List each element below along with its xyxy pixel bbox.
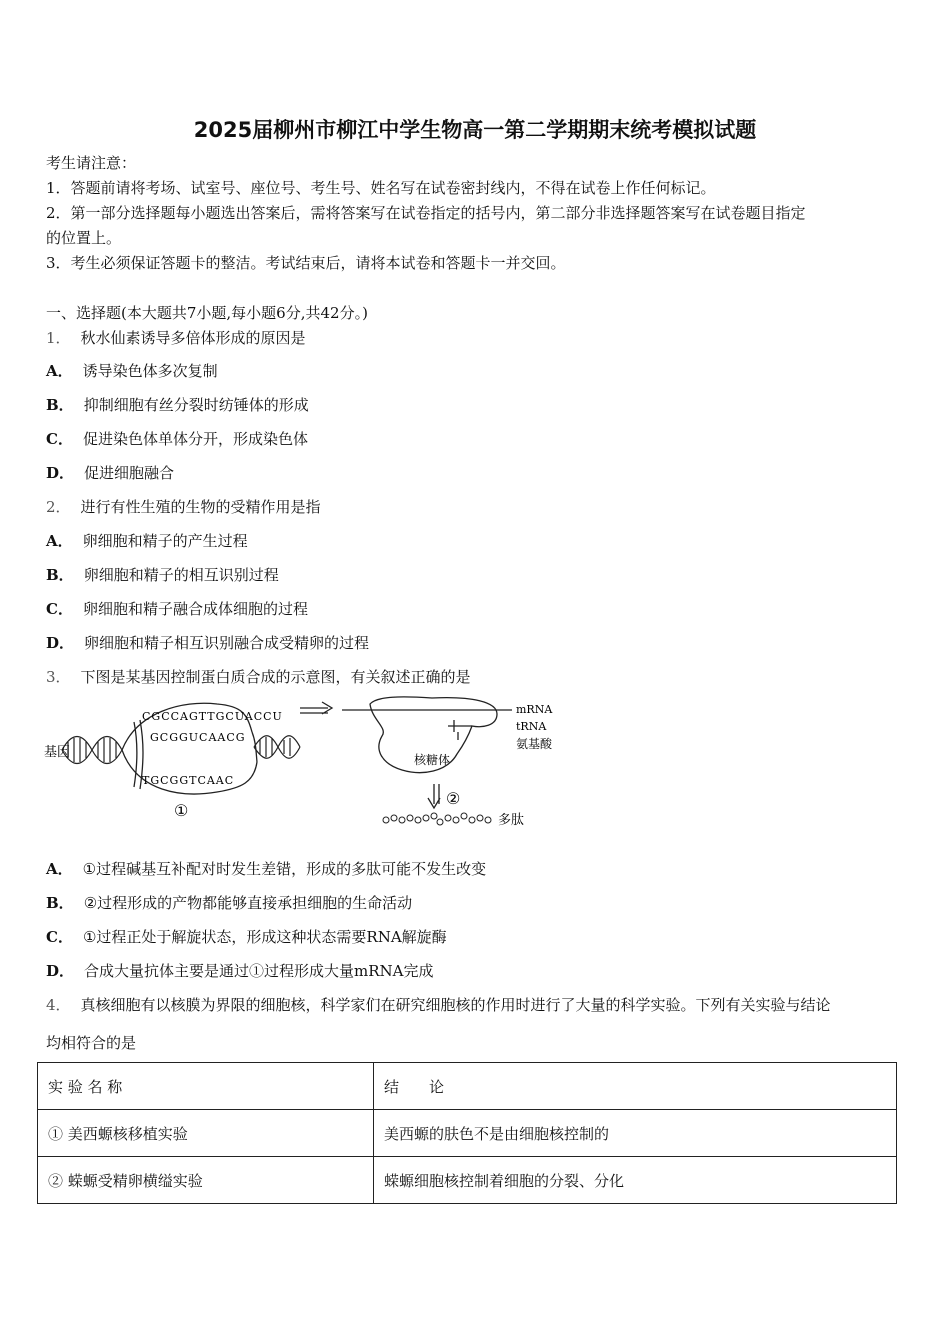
ribosome-label: 核糖体 — [414, 753, 451, 767]
option — [46, 564, 279, 585]
option-text: 卵细胞和精子融合成体细胞的过程 — [82, 600, 308, 618]
experiment-table — [37, 1062, 897, 1204]
gene-label: 基因 — [44, 745, 71, 760]
table-row — [38, 1110, 897, 1157]
option — [46, 926, 447, 947]
option-letter: B． — [46, 894, 74, 912]
option-text: 卵细胞和精子的相互识别过程 — [83, 566, 279, 584]
option-text: 诱导染色体多次复制 — [82, 362, 218, 380]
trna-label: tRNA — [516, 720, 547, 733]
option — [46, 960, 434, 981]
option-text: 卵细胞和精子的产生过程 — [82, 532, 248, 550]
option-text: 卵细胞和精子相互识别融合成受精卵的过程 — [84, 634, 370, 652]
bottom-strand-label: TGCGGTCAAC — [142, 774, 235, 787]
table-row — [38, 1157, 897, 1204]
question-4 — [46, 994, 831, 1015]
question-stem: 真核细胞有以核膜为界限的细胞核，科学家们在研究细胞核的作用时进行了大量的科学实验。下列有关实验与结论 — [80, 996, 831, 1014]
question-stem: 下图是某基因控制蛋白质合成的示意图，有关叙述正确的是 — [80, 668, 471, 686]
option-letter: B． — [46, 566, 74, 584]
notice-item: 的位置上。 — [46, 229, 122, 247]
page-title: 2025届柳州市柳江中学生物高一第二学期期末统考模拟试题 — [193, 118, 757, 142]
notice-heading: 考生请注意： — [46, 154, 137, 172]
option — [46, 462, 174, 483]
table-cell: 蝾螈细胞核控制着细胞的分裂、分化 — [374, 1157, 897, 1204]
mrna-label: mRNA — [516, 703, 553, 716]
option — [46, 530, 248, 551]
option-letter: B． — [46, 396, 74, 414]
option — [46, 632, 369, 653]
option-letter: A． — [46, 860, 73, 878]
option-text: 合成大量抗体主要是通过①过程形成大量mRNA完成 — [84, 962, 434, 980]
option — [46, 858, 486, 879]
option — [46, 394, 309, 415]
notice-item: 3．考生必须保证答题卡的整洁。考试结束后，请将本试卷和答题卡一并交回。 — [46, 254, 566, 272]
polypeptide-chain — [383, 813, 491, 825]
option-letter: A． — [46, 532, 73, 550]
option-text: ①过程碱基互补配对时发生差错，形成的多肽可能不发生改变 — [82, 860, 487, 878]
option-letter: A． — [46, 362, 73, 380]
option-letter: C． — [46, 430, 73, 448]
option — [46, 598, 308, 619]
option-letter: D． — [46, 464, 75, 482]
question-stem: 秋水仙素诱导多倍体形成的原因是 — [80, 329, 306, 347]
step-2-label: ② — [446, 789, 461, 808]
table-header-row — [38, 1063, 897, 1110]
question-stem: 进行有性生殖的生物的受精作用是指 — [80, 498, 321, 516]
gene-expression-diagram — [42, 692, 562, 837]
polypeptide-label: 多肽 — [498, 813, 525, 828]
question-number: 3． — [46, 668, 71, 686]
option — [46, 428, 308, 449]
question-number: 4． — [46, 996, 71, 1014]
option-text: 促进细胞融合 — [84, 464, 175, 482]
option-letter: D． — [46, 962, 75, 980]
mrna-strand-label: GCGGUCAACG — [150, 731, 246, 744]
top-strand-label: CGCCAGTTGCUACCU — [142, 710, 283, 723]
table-cell: ① 美西螈核移植实验 — [38, 1110, 374, 1157]
option-letter: C． — [46, 600, 73, 618]
question-number: 2． — [46, 498, 71, 516]
arrow-icon — [300, 702, 332, 714]
section-heading: 一、选择题(本大题共7小题,每小题6分,共42分。) — [46, 304, 368, 322]
question-number: 1． — [46, 329, 71, 347]
question-1 — [46, 327, 306, 348]
notice-item: 2．第一部分选择题每小题选出答案后，需将答案写在试卷指定的括号内，第二部分非选择题答案写在试卷题目指定 — [46, 204, 806, 222]
step-1-label: ① — [174, 801, 189, 820]
option — [46, 892, 412, 913]
question-3 — [46, 666, 471, 687]
table-cell: ② 蝾螈受精卵横缢实验 — [38, 1157, 374, 1204]
option-text: 促进染色体单体分开，形成染色体 — [82, 430, 308, 448]
option-letter: D． — [46, 634, 75, 652]
option-text: ②过程形成的产物都能够直接承担细胞的生命活动 — [83, 894, 413, 912]
table-cell: 美西螈的肤色不是由细胞核控制的 — [374, 1110, 897, 1157]
notice-item: 1．答题前请将考场、试室号、座位号、考生号、姓名写在试卷密封线内，不得在试卷上作任何标记。 — [46, 179, 716, 197]
dna-helix-right — [254, 736, 300, 759]
question-2 — [46, 496, 321, 517]
amino-acid-label: 氨基酸 — [516, 737, 553, 751]
table-header-cell: 实 验 名 称 — [38, 1063, 374, 1110]
table-header-cell: 结 论 — [374, 1063, 897, 1110]
option — [46, 360, 218, 381]
option-text: ①过程正处于解旋状态，形成这种状态需要RNA解旋酶 — [82, 928, 447, 946]
option-letter: C． — [46, 928, 73, 946]
dna-helix-left — [62, 737, 122, 764]
question-stem-continued: 均相符合的是 — [46, 1034, 137, 1052]
option-text: 抑制细胞有丝分裂时纺锤体的形成 — [83, 396, 309, 414]
down-arrow-icon — [428, 784, 440, 808]
